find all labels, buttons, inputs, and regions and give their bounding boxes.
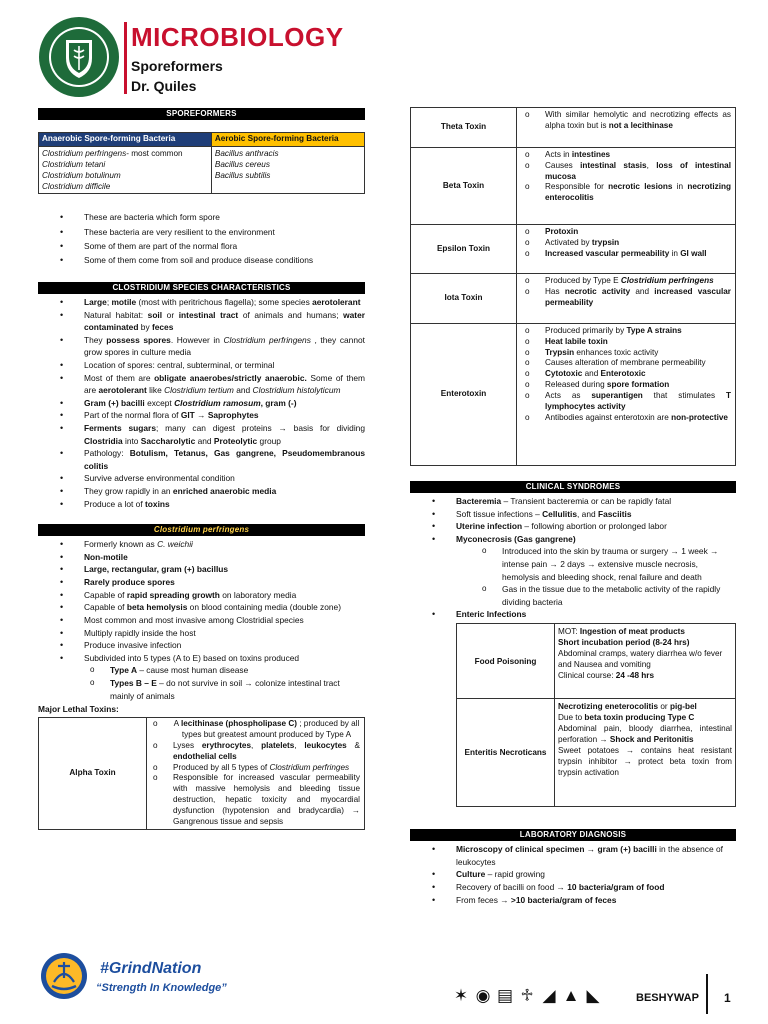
aerobic-2: Bacillus cereus — [214, 159, 270, 169]
list-item: • Location of spores: central, subterminal, or terminal — [38, 359, 365, 372]
footer-hashtag: #GrindNation — [100, 960, 202, 977]
list-item: • Uterine infection – following abortion or prolonged labor — [410, 520, 736, 533]
shoe-icon: ◢ — [542, 986, 556, 1005]
list-item: • Survive adverse environmental condition — [38, 472, 365, 485]
list-item: o Antibodies against enterotoxin are non-protective — [517, 413, 731, 424]
list-item: • Capable of rapid spreading growth on laboratory media — [38, 589, 365, 602]
anaerobic-4: Clostridium difficile — [42, 182, 111, 192]
aerobic-1: Bacillus anthracis — [214, 148, 279, 158]
sporeformer-table — [38, 132, 365, 194]
list-item: • Most of them are obligate anaerobes/strictly anaerobic. Some of them are aerotolerant like Clostridium tertium and Clostridium histolyticum — [38, 372, 365, 397]
list-item: o A lecithinase (phospholipase C) ; produced by all types but greatest amount produced by Type A — [147, 719, 360, 741]
beta-toxin-name: Beta Toxin — [411, 148, 517, 225]
header-accent-bar — [124, 22, 127, 94]
basketball-team-logo — [40, 952, 88, 1000]
list-item: • Some of them are part of the normal flora — [38, 239, 365, 253]
table-row — [411, 274, 736, 324]
alpha-toxin-table — [38, 717, 365, 829]
aerobic-3: Bacillus subtilis — [214, 170, 271, 180]
iota-toxin-name: Iota Toxin — [411, 274, 517, 324]
alpha-toxin-name: Alpha Toxin — [39, 718, 147, 829]
table-row — [457, 624, 736, 699]
anaerobic-list — [39, 146, 212, 193]
section-heading-perfringens: Clostridium perfringens — [38, 524, 365, 536]
list-item: • Subdivided into 5 types (A to E) based on toxins produced — [38, 652, 365, 665]
list-item: • They possess spores. However in Clostridium perfringens , they cannot grow spores in culture media — [38, 334, 365, 359]
list-item: o Increased vascular permeability in GI wall — [517, 249, 731, 260]
list-item: • Produce a lot of toxins — [38, 498, 365, 511]
list-item: • They grow rapidly in an enriched anaerobic media — [38, 485, 365, 498]
list-item: • Some of them come from soil and produce disease conditions — [38, 253, 365, 267]
hat-icon: ◣ — [586, 986, 600, 1005]
list-item: o Causes alteration of membrane permeability — [517, 358, 731, 369]
clostridium-bullets — [38, 296, 365, 510]
list-item: o Activated by trypsin — [517, 238, 731, 249]
list-item: o Type A – cause most human disease — [90, 664, 365, 677]
list-item: o Protoxin — [517, 227, 731, 238]
list-item: • Ferments sugars; many can digest proteins → basis for dividing Clostridia into Saccharolytic and Proteolytic group — [38, 422, 365, 447]
section-heading-lab: LABORATORY DIAGNOSIS — [410, 829, 736, 841]
right-column — [410, 107, 736, 906]
toxin-table — [410, 107, 736, 466]
list-item: • Pathology: Botulism, Tetanus, Gas gangrene, Pseudomembranous colitis — [38, 447, 365, 472]
list-item: • Myconecrosis (Gas gangrene) — [410, 533, 736, 546]
list-item: • From feces → >10 bacteria/gram of feces — [410, 894, 736, 907]
list-item: • Multiply rapidly inside the host — [38, 627, 365, 640]
food-line-3: Abdominal cramps, watery diarrhea w/o fever and Nausea and vomiting — [558, 649, 723, 670]
enteritis-line-4: Sweet potatoes → contains heat resistant trypsin inhibitor → protect beta toxin from trypsin activation — [558, 746, 732, 778]
list-item: o Cytotoxic and Enterotoxic — [517, 369, 731, 380]
page-number: 1 — [724, 991, 731, 1005]
food-line-4: Clinical course: 24 -48 hrs — [558, 671, 655, 681]
enteritis-necroticans-name: Enteritis Necroticans — [457, 699, 555, 807]
list-item: • These are bacteria which form spore — [38, 210, 365, 224]
table-row — [411, 225, 736, 274]
epsilon-toxin-name: Epsilon Toxin — [411, 225, 517, 274]
list-item: • Produce invasive infection — [38, 639, 365, 652]
footprints-icon: ✶ — [453, 986, 469, 1005]
perfringens-bullets — [38, 538, 365, 664]
enteritis-line-2: Due to beta toxin producing Type C — [558, 713, 695, 723]
table-row — [411, 108, 736, 148]
list-item: o Acts as superantigen that stimulates T lymphocytes activity — [517, 391, 731, 413]
list-item: • Capable of beta hemolysis on blood containing media (double zone) — [38, 601, 365, 614]
list-item: o Has necrotic activity and increased vascular permeability — [517, 287, 731, 309]
anaerobic-header: Anaerobic Spore-forming Bacteria — [39, 133, 212, 147]
list-item: • Recovery of bacilli on food → 10 bacteria/gram of food — [410, 881, 736, 894]
footer-icon-row — [452, 985, 602, 1007]
section-heading-clostridium: CLOSTRIDIUM SPECIES CHARACTERISTICS — [38, 282, 365, 294]
page-number-divider — [706, 974, 708, 1014]
list-item: • Gram (+) bacilli except Clostridium ramosum, gram (-) — [38, 397, 365, 410]
food-line-1: MOT: Ingestion of meat products — [558, 627, 685, 637]
list-item: o Produced by all 5 types of Clostridium perfringes — [147, 763, 360, 774]
food-poisoning-name: Food Poisoning — [457, 624, 555, 699]
list-item: o Released during spore formation — [517, 380, 731, 391]
enterotoxin-name: Enterotoxin — [411, 324, 517, 466]
enteritis-line-1: Necrotizing eneterocolitis or pig-bel — [558, 702, 697, 712]
page-subtitle: Sporeformers — [131, 58, 223, 74]
list-item: o Heat labile toxin — [517, 337, 731, 348]
section-heading-sporeformers: SPOREFORMERS — [38, 108, 365, 120]
list-item: o Responsible for necrotic lesions in necrotizing enterocolitis — [517, 182, 731, 204]
list-item: • Large, rectangular, gram (+) bacillus — [38, 563, 365, 576]
list-item: o With similar hemolytic and necrotizing effects as alpha toxin but is not a lecithinase — [517, 110, 731, 132]
myconecrosis-details — [430, 545, 736, 608]
list-item: • Part of the normal flora of GIT → Saprophytes — [38, 409, 365, 422]
enteric-infection-table — [456, 623, 736, 807]
bottle-icon: ♱ — [520, 986, 534, 1005]
bear-icon: ◉ — [475, 986, 491, 1005]
list-item: • Microscopy of clinical specimen → gram (+) bacilli in the absence of leukocytes — [410, 843, 736, 868]
anaerobic-1: Clostridium perfringens — [42, 148, 127, 158]
anaerobic-3: Clostridium botulinum — [42, 170, 121, 180]
list-item: • Soft tissue infections – Cellulitis, and Fasciitis — [410, 508, 736, 521]
list-item: • Most common and most invasive among Clostridial species — [38, 614, 365, 627]
list-item: • Non-motile — [38, 551, 365, 564]
list-item: o Causes intestinal stasis, loss of intestinal mucosa — [517, 161, 731, 183]
list-item: o Responsible for increased vascular permeability with massive hemolysis and bleeding tissue destruction, hepatic toxicity and myocardial dysfunction (hypotension and bradycardia) → Gangrenous tissue and sepsis — [147, 773, 360, 827]
list-item: o Trypsin enhances toxic activity — [517, 348, 731, 359]
perfringens-types — [38, 664, 365, 702]
list-item: • Natural habitat: soil or intestinal tract of animals and humans; water contaminated by feces — [38, 309, 365, 334]
list-item: • Large; motile (most with peritrichous flagella); some species aerotolerant — [38, 296, 365, 309]
enteritis-line-3: Abdominal pain, bloody diarrhea, intestinal perforation → Shock and Peritonitis — [558, 724, 732, 745]
footer-motto: “Strength In Knowledge” — [96, 982, 227, 994]
list-item: • Culture – rapid growing — [410, 868, 736, 881]
aerobic-header: Aerobic Spore-forming Bacteria — [211, 133, 364, 147]
list-item: o Produced by Type E Clostridium perfringens — [517, 276, 731, 287]
left-column — [38, 108, 365, 830]
list-item: • These bacteria are very resilient to the environment — [38, 225, 365, 239]
table-row — [411, 324, 736, 466]
lab-bullets — [410, 843, 736, 906]
footer-brand: BESHYWAP — [636, 992, 699, 1004]
list-item: • Rarely produce spores — [38, 576, 365, 589]
list-item: • Bacteremia – Transient bacteremia or can be rapidly fatal — [410, 495, 736, 508]
major-toxins-label: Major Lethal Toxins: — [38, 704, 119, 715]
list-item: o Acts in intestines — [517, 150, 731, 161]
table-row — [411, 148, 736, 225]
list-item: • Enteric Infections — [410, 608, 736, 621]
anaerobic-2: Clostridium tetani — [42, 159, 106, 169]
section-heading-clinical: CLINICAL SYNDROMES — [410, 481, 736, 493]
aerobic-list — [211, 146, 364, 193]
sticker-icon: ▤ — [496, 986, 514, 1005]
page-title: MICROBIOLOGY — [131, 22, 344, 52]
food-line-2: Short incubation period (8-24 hrs) — [558, 638, 690, 648]
anaerobic-1-note: - most common — [126, 148, 183, 158]
university-seal-logo — [38, 16, 120, 98]
sporeformer-bullets — [38, 210, 365, 268]
list-item: o Gas in the tissue due to the metabolic activity of the rapidly dividing bacteria — [482, 583, 736, 608]
list-item: o Types B – E – do not survive in soil → colonize intestinal tract mainly of animals — [90, 677, 365, 702]
figures-icon: ▲ — [562, 986, 580, 1005]
list-item: o Lyses erythrocytes, platelets, leukocytes & endothelial cells — [147, 741, 360, 763]
list-item: o Produced primarily by Type A strains — [517, 326, 731, 337]
clinical-bullets — [410, 495, 736, 545]
list-item: • Formerly known as C. weichii — [38, 538, 365, 551]
enteric-bullet — [410, 608, 736, 621]
theta-toxin-name: Theta Toxin — [411, 108, 517, 148]
table-row — [457, 699, 736, 807]
author-name: Dr. Quiles — [131, 78, 197, 94]
list-item: o Introduced into the skin by trauma or surgery → 1 week → intense pain → 2 days → extensive muscle necrosis, hemolysis and bleeding shock, renal failure and death — [482, 545, 736, 583]
